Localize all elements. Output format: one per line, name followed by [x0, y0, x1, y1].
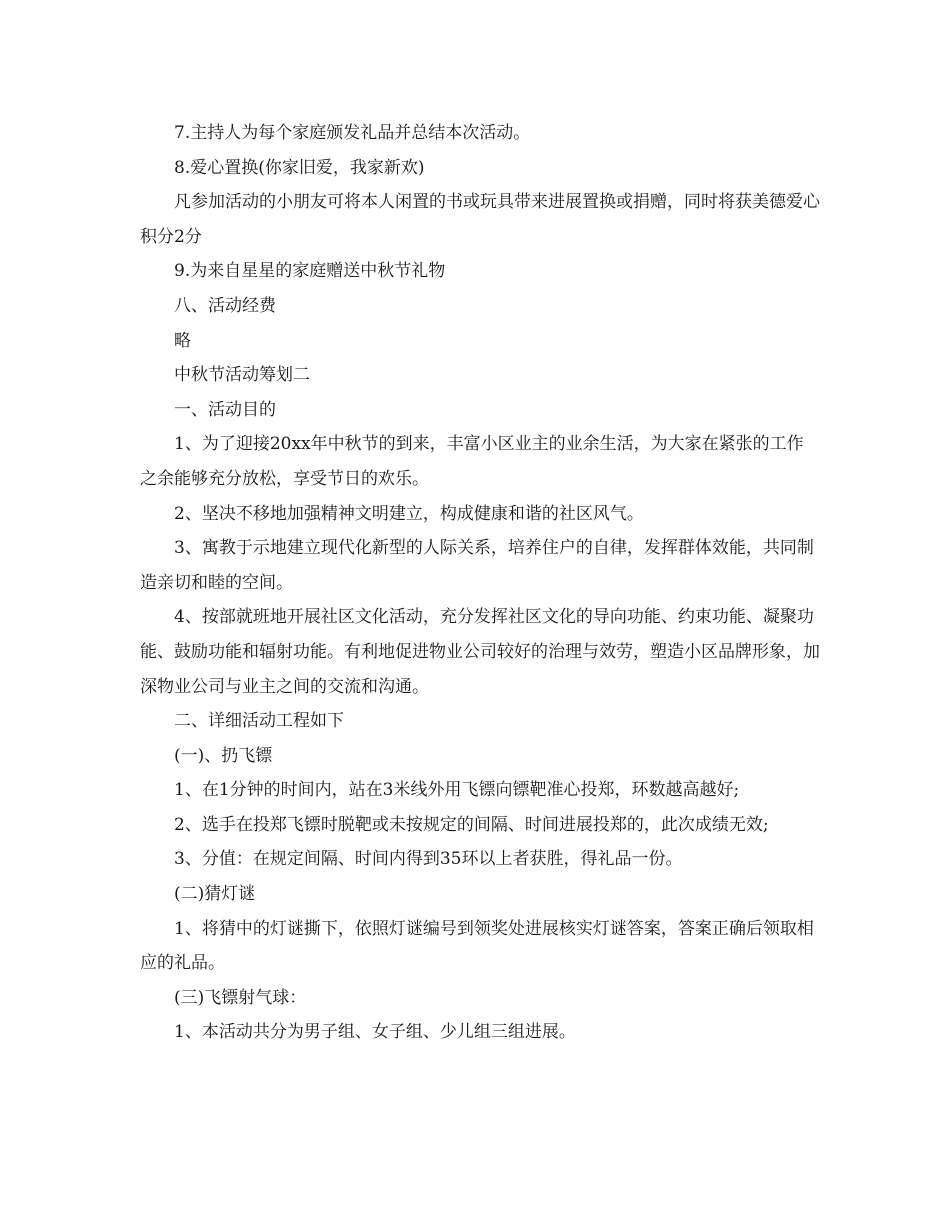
paragraph-purpose-1: 1、为了迎接20xx年中秋节的到来，丰富小区业主的业余生活，为大家在紧张的工作之余能够充分放松，享受节日的欢乐。 — [140, 434, 804, 489]
paragraph-purpose-4: 4、按部就班地开展社区文化活动，充分发挥社区文化的导向功能、约束功能、凝聚功能、鼓励功能和辐射功能。有利地促进物业公司较好的治理与效劳，塑造小区品牌形象，加深物业公司与业主之间的交流和沟通。 — [140, 607, 820, 697]
paragraph-darts-1: 1、在1分钟的时间内，站在3米线外用飞镖向镖靶准心投郑，环数越高越好; — [174, 780, 740, 801]
heading-activity-details: 二、详细活动工程如下 — [174, 711, 344, 732]
paragraph-darts-3: 3、分值：在规定间隔、时间内得到35环以上者获胜，得礼品一份。 — [174, 849, 683, 870]
document-body — [140, 116, 820, 1050]
paragraph-item-7: 7.主持人为每个家庭颁发礼品并总结本次活动。 — [174, 123, 531, 143]
heading-activity-purpose: 一、活动目的 — [174, 399, 276, 420]
paragraph-omitted: 略 — [174, 330, 191, 351]
paragraph-purpose-3: 3、寓教于示地建立现代化新型的人际关系，培养住户的自律，发挥群体效能，共同制造亲切和睦的空间。 — [140, 538, 814, 593]
paragraph-item-9: 9.为来自星星的家庭赠送中秋节礼物 — [174, 261, 446, 282]
heading-lantern-riddles: (二)猜灯谜 — [174, 884, 256, 905]
heading-darts: (一)、扔飞镖 — [174, 745, 273, 766]
heading-dart-balloons: (三)飞镖射气球： — [174, 987, 307, 1008]
paragraph-riddles-1: 1、将猜中的灯谜撕下，依照灯谜编号到领奖处进展核实灯谜答案，答案正确后领取相应的礼品。 — [140, 918, 814, 974]
paragraph-balloons-1: 1、本活动共分为男子组、女子组、少儿组三组进展。 — [174, 1022, 576, 1043]
heading-activity-budget: 八、活动经费 — [174, 295, 276, 316]
paragraph-item-8: 8.爱心置换(你家旧爱，我家新欢) — [174, 157, 425, 178]
paragraph-purpose-2: 2、坚决不移地加强精神文明建立，构成健康和谐的社区风气。 — [174, 503, 644, 524]
heading-plan-two: 中秋节活动筹划二 — [174, 365, 310, 386]
paragraph-darts-2: 2、选手在投郑飞镖时脱靶或未按规定的间隔、时间进展投郑的，此次成绩无效; — [174, 814, 769, 835]
paragraph-love-exchange: 凡参加活动的小朋友可将本人闲置的书或玩具带来进展置换或捐赠，同时将获美德爱心积分2分 — [140, 192, 820, 247]
